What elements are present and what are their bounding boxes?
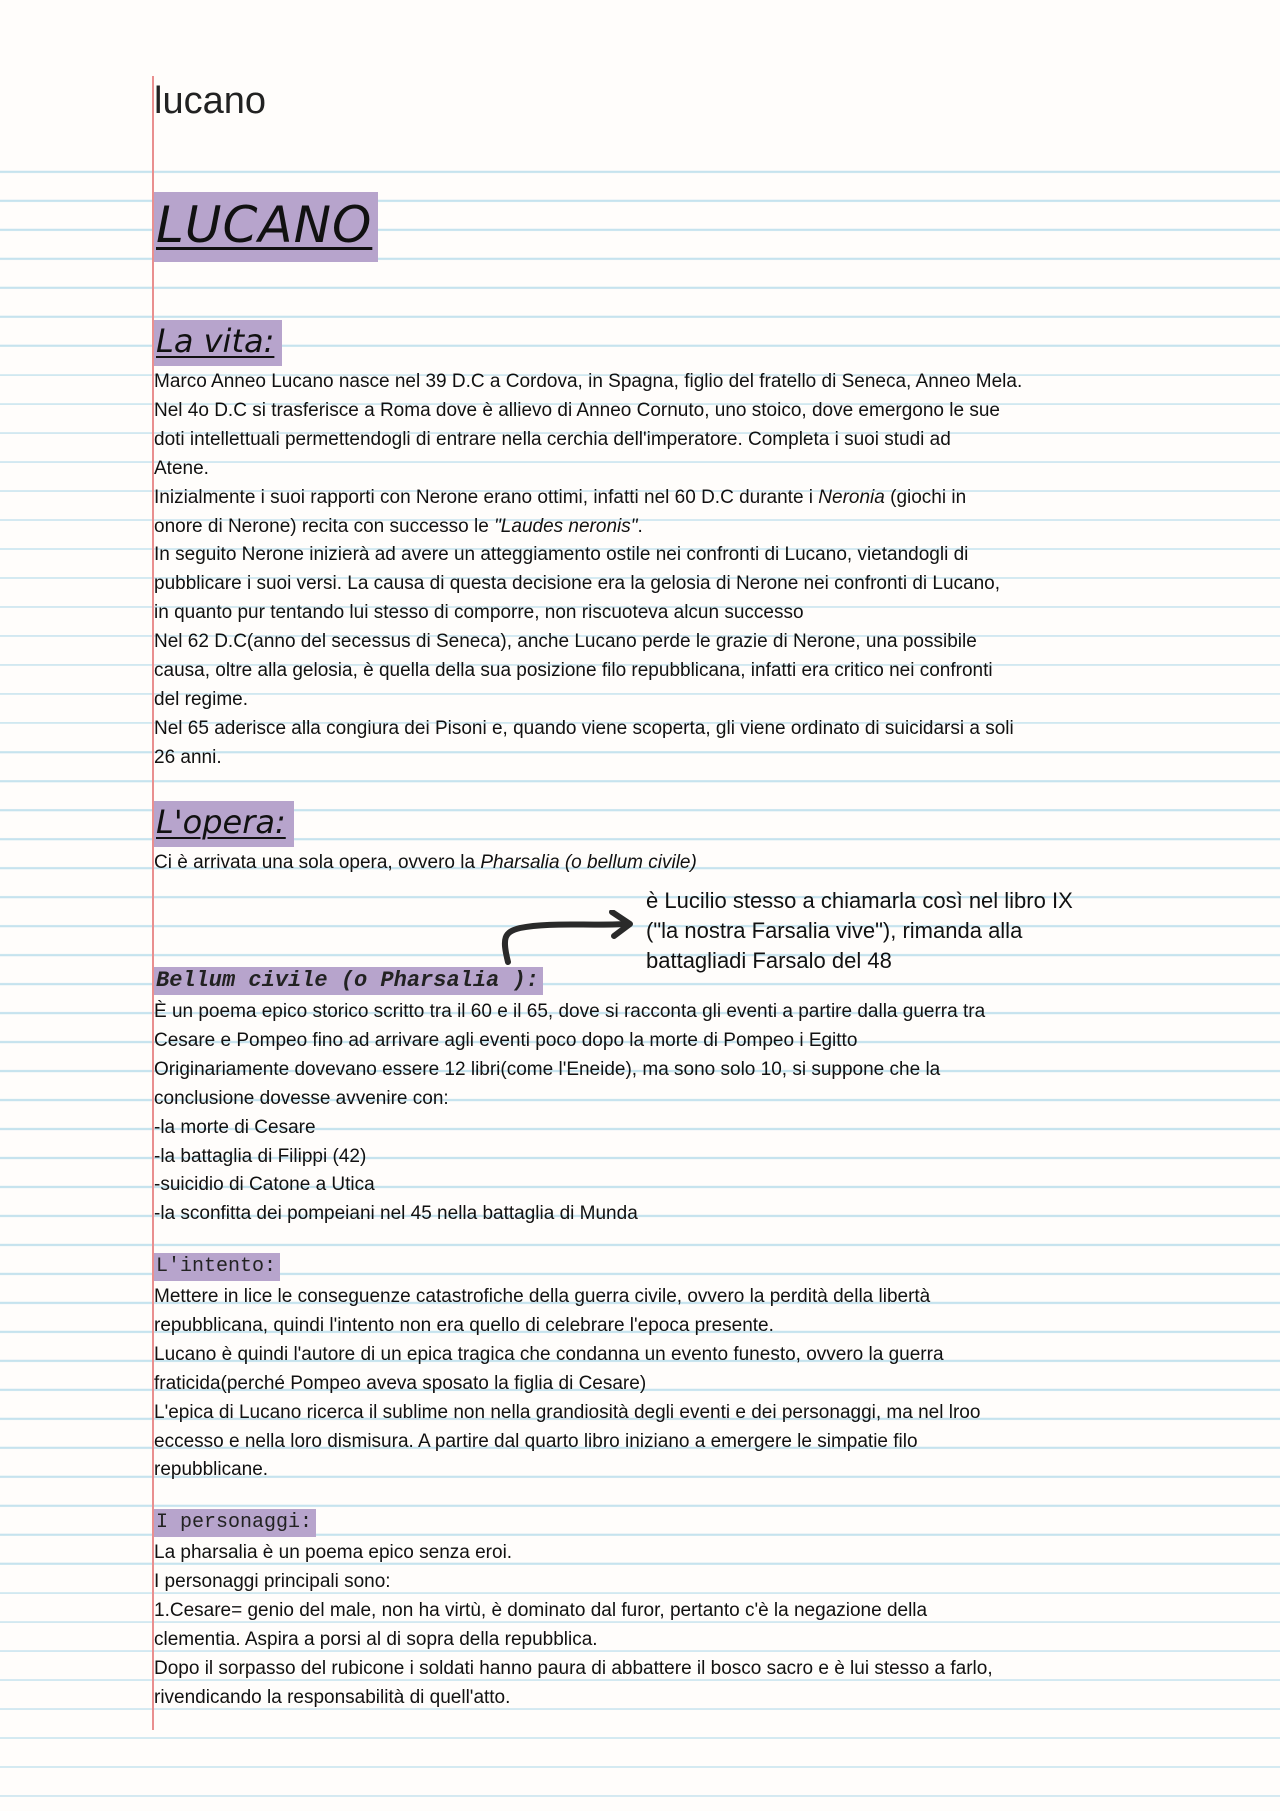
text-line: La pharsalia è un poema epico senza eroi. — [154, 1542, 513, 1563]
text-line: fraticida(perché Pompeo aveva sposato la figlia di Cesare) — [154, 1372, 647, 1394]
text-line: conclusione dovesse avvenire con: — [154, 1087, 449, 1109]
list-item: -la battaglia di Filippi (42) — [154, 1145, 367, 1167]
text-line: eccesso e nella loro dismisura. A partire dal quarto libro iniziano a emergere le simpatie filo — [154, 1430, 918, 1452]
personaggi-heading: I personaggi: — [154, 1509, 316, 1537]
text-line: Mettere in lice le conseguenze catastrofiche della guerra civile, ovvero la perdità della libertà — [154, 1286, 931, 1307]
text-line: Atene. — [154, 457, 209, 479]
text-line: Nel 4o D.C si trasferisce a Roma dove è allievo di Anneo Cornuto, uno stoico, dove emergono le sue — [154, 399, 1000, 421]
text-line: Dopo il sorpasso del rubicone i soldati hanno paura di abbattere il bosco sacro e è lui stesso a farlo, — [154, 1657, 993, 1679]
text-line: pubblicare i suoi versi. La causa di questa decisione era la gelosia di Nerone nei confronti di Lucano, — [154, 573, 1001, 595]
text-line: in quanto pur tentando lui stesso di comporre, non riscuoteva alcun successo — [154, 602, 804, 624]
text-line: L'epica di Lucano ricerca il sublime non nella grandiosità degli eventi e dei personaggi, ma nel lroo — [154, 1401, 981, 1423]
list-item: -la morte di Cesare — [154, 1116, 316, 1138]
personaggi-paragraph — [154, 1539, 1144, 1712]
arrow-icon — [498, 910, 638, 972]
text-line: repubblicana, quindi l'intento non era quello di celebrare l'epoca presente. — [154, 1314, 774, 1336]
text-line: doti intellettuali permettendogli di entrare nella cerchia dell'imperatore. Completa i suoi studi ad — [154, 428, 951, 450]
opera-paragraph — [154, 849, 1144, 878]
text-line: onore di Nerone) recita con successo le "Laudes neronis". — [154, 515, 643, 537]
note-line: è Lucilio stesso a chiamarla così nel libro IX — [646, 888, 1073, 913]
italic-term: "Laudes neronis" — [494, 515, 638, 537]
note-line: battagliadi Farsalo del 48 — [646, 948, 892, 973]
intento-paragraph — [154, 1283, 1144, 1485]
vita-paragraph — [154, 368, 1144, 773]
list-item: -suicidio di Catone a Utica — [154, 1174, 375, 1196]
text-line: clementia. Aspira a porsi al di sopra della repubblica. — [154, 1628, 598, 1650]
text-line: Lucano è quindi l'autore di un epica tragica che condanna un evento funesto, ovvero la guerra — [154, 1343, 944, 1365]
page-title: lucano — [154, 80, 266, 122]
text-line: repubblicane. — [154, 1459, 269, 1481]
italic-term: Neronia — [818, 486, 885, 508]
text-line: Originariamente dovevano essere 12 libri(come l'Eneide), ma sono solo 10, si suppone che la — [154, 1058, 941, 1080]
text-line: Nel 65 aderisce alla congiura dei Pisoni e, quando viene scoperta, gli viene ordinato di suicidarsi a soli — [154, 717, 1014, 739]
intento-heading: L'intento: — [154, 1253, 280, 1281]
bellum-paragraph — [154, 998, 1144, 1229]
text-line: Ci è arrivata una sola opera, ovvero la Pharsalia (o bellum civile) — [154, 852, 697, 873]
opera-heading: L'opera: — [154, 801, 294, 847]
note-line: ("la nostra Farsalia vive"), rimanda alla — [646, 918, 1023, 943]
text-line: causa, oltre alla gelosia, è quella della sua posizione filo repubblicana, infatti era critico nei confronti — [154, 660, 993, 682]
text-line: In seguito Nerone inizierà ad avere un atteggiamento ostile nei confronti di Lucano, vietandogli di — [154, 544, 969, 566]
text-line: È un poema epico storico scritto tra il 60 e il 65, dove si racconta gli eventi a partire dalla guerra tra — [154, 1001, 986, 1022]
text-line: I personaggi principali sono: — [154, 1570, 391, 1592]
list-item: -la sconfitta dei pompeiani nel 45 nella battaglia di Munda — [154, 1203, 638, 1225]
text-line: Cesare e Pompeo fino ad arrivare agli eventi poco dopo la morte di Pompeo i Egitto — [154, 1029, 858, 1051]
vita-heading: La vita: — [154, 320, 282, 366]
text-line: Inizialmente i suoi rapporti con Nerone erano ottimi, infatti nel 60 D.C durante i Neronia (giochi in — [154, 486, 967, 508]
text-line: rivendicando la responsabilità di quell'atto. — [154, 1686, 511, 1708]
text-line: Marco Anneo Lucano nasce nel 39 D.C a Cordova, in Spagna, figlio del fratello di Seneca, Anneo Mela. — [154, 371, 1023, 392]
text-line: 1.Cesare= genio del male, non ha virtù, è dominato dal furor, pertanto c'è la negazione della — [154, 1599, 928, 1621]
side-note — [646, 886, 1116, 976]
bellum-heading: Bellum civile (o Pharsalia ): — [154, 967, 543, 995]
text-line: 26 anni. — [154, 746, 222, 768]
text-line: del regime. — [154, 688, 248, 710]
text-line: Nel 62 D.C(anno del secessus di Seneca), anche Lucano perde le grazie di Nerone, una possibile — [154, 631, 977, 653]
main-heading: LUCANO — [154, 192, 378, 262]
italic-term: Pharsalia (o bellum civile) — [480, 852, 697, 873]
